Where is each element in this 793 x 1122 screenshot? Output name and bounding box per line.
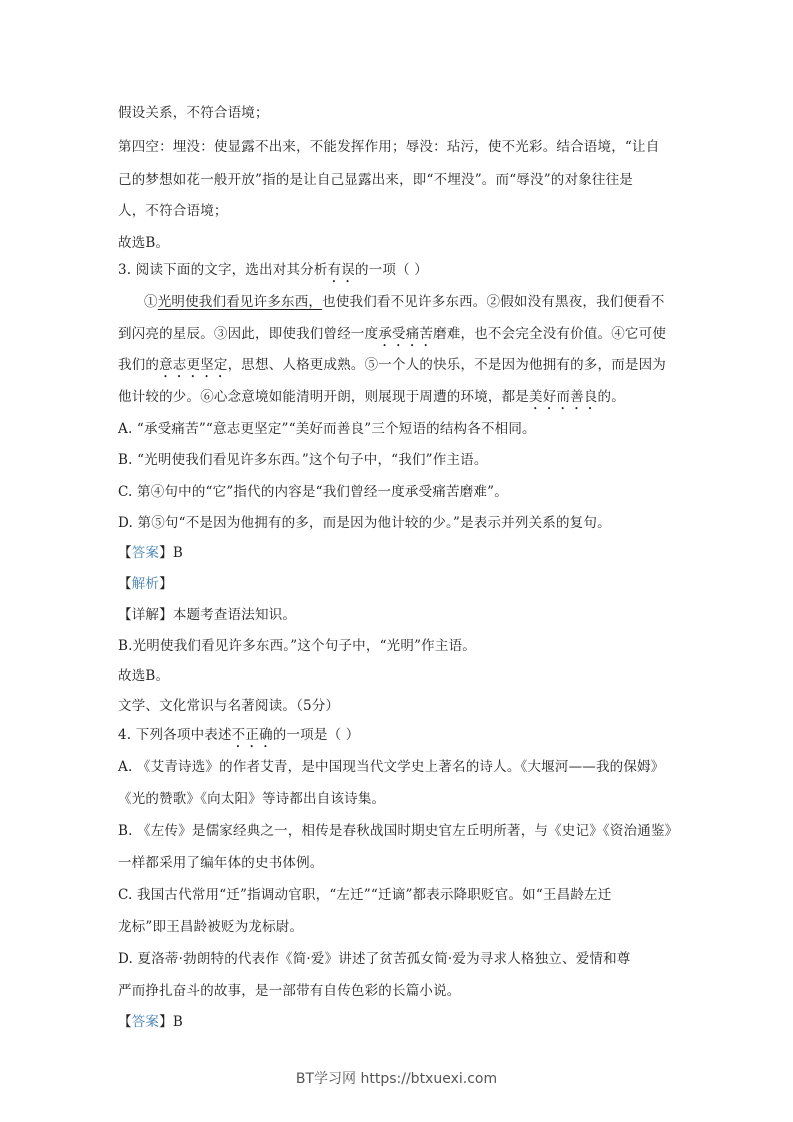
option-b-cont: 一样都采用了编年体的史书体例。 bbox=[118, 855, 324, 871]
answer-label: 答案 bbox=[131, 545, 160, 561]
passage-text: ，思想、人格更成熟。⑤一个人的快乐，不是因为他拥有的多，而是因为 bbox=[227, 357, 667, 373]
answer-value: B bbox=[172, 1014, 183, 1030]
passage-text: 他计较的少。⑥心念意境如能清明开朗，则展现于周遭的环境，都是 bbox=[118, 389, 529, 405]
answer-value: B bbox=[172, 545, 183, 561]
option-c: C. 第④句中的“它”指代的内容是“我们曾经一度承受痛苦磨难”。 bbox=[118, 484, 508, 500]
passage-text: 的。 bbox=[597, 389, 625, 405]
passage-text: 也使我们看不见许多东西。②假如没有黑夜，我们便看不 bbox=[322, 294, 665, 310]
stem-emphasis: 不正确 bbox=[231, 727, 273, 743]
option-b: B. 《左传》是儒家经典之一，相传是春秋战国时期史官左丘明所著，与《史记》《资治通鉴》 bbox=[118, 823, 679, 839]
emphasized-phrase: 美好而善良 bbox=[529, 389, 598, 405]
answer-line: 【答案】B bbox=[118, 545, 183, 561]
underlined-sentence: 光明使我们看见许多东西， bbox=[157, 294, 323, 310]
detail-label: 【详解】 bbox=[118, 607, 173, 623]
question-4-stem bbox=[118, 725, 359, 751]
detail-line bbox=[118, 605, 296, 625]
text-line: 人，不符合语境； bbox=[118, 203, 228, 219]
option-d: D. 第⑤句“不是因为他拥有的多，而是因为他计较的少。”是表示并列关系的复句。 bbox=[118, 515, 611, 531]
section-heading: 文学、文化常识与名著阅读。（5分） bbox=[118, 698, 340, 714]
option-a-cont: 《光的赞歌》《向太阳》等诗都出自该诗集。 bbox=[118, 791, 386, 807]
answer-line: 【答案】B bbox=[118, 1014, 183, 1030]
option-d: D. 夏洛蒂·勃朗特的代表作《简·爱》讲述了贫苦孤女简·爱为寻求人格独立、爱情和尊 bbox=[118, 951, 631, 967]
answer-label: 答案 bbox=[131, 1014, 160, 1030]
passage-line bbox=[118, 387, 625, 413]
passage-line bbox=[118, 292, 665, 312]
stem-text: 的一项（ ） bbox=[354, 262, 428, 278]
passage-text: 到闪亮的星辰。③因此，即使我们曾经一度 bbox=[118, 326, 379, 342]
option-d-cont: 严而挣扎奋斗的故事，是一部带有自传色彩的长篇小说。 bbox=[118, 983, 461, 999]
stem-text: 的一项是（ ） bbox=[272, 727, 360, 743]
text-line: 故选B。 bbox=[118, 235, 170, 251]
analysis-line: 【解析】 bbox=[118, 576, 173, 592]
option-a: A. “承受痛苦”“意志更坚定”“美好而善良”三个短语的结构各不相同。 bbox=[118, 421, 536, 437]
question-3-stem bbox=[118, 260, 428, 286]
stem-emphasis: 有误 bbox=[327, 262, 355, 278]
option-a: A. 《艾青诗选》的作者艾青，是中国现当代文学史上著名的诗人。《大堰河——我的保姆》 bbox=[118, 759, 665, 775]
text-line: 己的梦想如花一般开放”指的是让自己显露出来，即“不埋没”。而“辱没”的对象往往是 bbox=[118, 172, 634, 188]
text-line: 第四空：埋没：使显露不出来，不能发挥作用；辱没：玷污，使不光彩。结合语境，“让自 bbox=[118, 139, 660, 155]
passage-text: 磨难，也不会完全没有价值。④它可使 bbox=[433, 326, 667, 342]
emphasized-phrase: 承受痛苦 bbox=[378, 326, 434, 342]
option-b: B. “光明使我们看见许多东西。”这个句子中，“我们”作主语。 bbox=[118, 452, 488, 468]
passage-line bbox=[118, 355, 666, 381]
emphasized-phrase: 意志更坚定 bbox=[159, 357, 228, 373]
conclusion-line: 故选B。 bbox=[118, 668, 170, 684]
stem-text: 3. 阅读下面的文字，选出对其分析 bbox=[118, 262, 328, 278]
passage-text: 我们的 bbox=[118, 357, 160, 373]
watermark-footer: BT学习网 https://btxuexi.com bbox=[295, 1071, 498, 1087]
option-c-cont: 龙标”即王昌龄被贬为龙标尉。 bbox=[118, 919, 304, 935]
passage-line bbox=[118, 324, 666, 350]
detail-text: 本题考查语法知识。 bbox=[172, 607, 297, 623]
explanation-line: B.光明使我们看见许多东西。”这个句子中，“光明”作主语。 bbox=[118, 638, 476, 654]
stem-text: 4. 下列各项中表述 bbox=[118, 727, 232, 743]
text-line: 假设关系，不符合语境； bbox=[118, 105, 269, 121]
analysis-label: 解析 bbox=[131, 576, 160, 592]
sentence-number: ① bbox=[144, 294, 158, 310]
option-c: C. 我国古代常用“迁”指调动官职，“左迁”“迁谪”都表示降职贬官。如“王昌龄左迁 bbox=[118, 887, 612, 903]
